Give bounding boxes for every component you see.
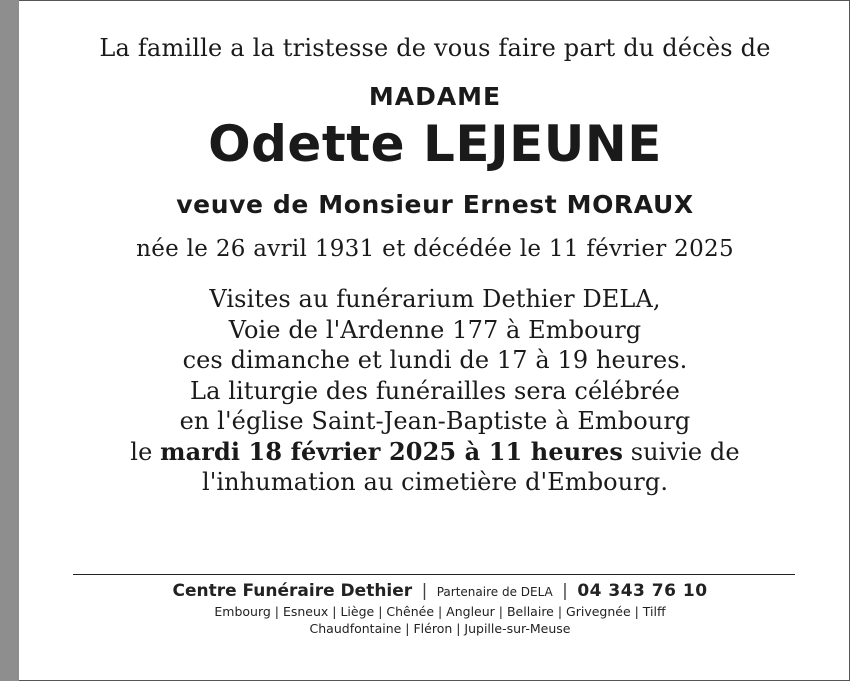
footer-separator: | <box>421 581 428 601</box>
detail-line: Visites au funérarium Dethier DELA, <box>209 285 661 313</box>
footer-contact-line <box>30 581 850 601</box>
birth-death-dates: née le 26 avril 1931 et décédée le 11 février 2025 <box>136 236 734 262</box>
footer-locations-line-2: Chaudfontaine | Fléron | Jupille-sur-Meuse <box>309 621 571 636</box>
footer-locations-line-1: Embourg | Esneux | Liège | Chênée | Angleur | Bellaire | Grivegnée | Tilff <box>214 604 666 619</box>
ceremony-date-line <box>20 437 850 468</box>
ceremony-prefix: le <box>130 437 161 466</box>
left-margin-bar <box>0 0 19 681</box>
detail-line: Voie de l'Ardenne 177 à Embourg <box>228 315 642 344</box>
partner-text: Partenaire de DELA <box>436 585 553 599</box>
detail-line: ces dimanche et lundi de 17 à 19 heures. <box>182 346 688 374</box>
widow-of-text: veuve de Monsieur Ernest MORAUX <box>176 190 694 219</box>
phone-number: 04 343 76 10 <box>577 581 708 601</box>
detail-line: l'inhumation au cimetière d'Embourg. <box>201 468 669 496</box>
footer-separator: | <box>562 581 568 601</box>
ceremony-datetime: mardi 18 février 2025 à 11 heures <box>160 436 623 466</box>
detail-line: La liturgie des funérailles sera célébrée <box>190 376 680 405</box>
ceremony-suffix: suivie de <box>622 437 740 466</box>
detail-line: en l'église Saint-Jean-Baptiste à Embourg <box>179 407 691 435</box>
funeral-home-name: Centre Funéraire Dethier <box>172 581 413 601</box>
intro-text: La famille a la tristesse de vous faire part du décès de <box>99 34 771 62</box>
ceremony-details <box>20 284 850 498</box>
deceased-name: Odette LEJEUNE <box>208 115 662 173</box>
footer-divider <box>73 574 795 575</box>
honorific-title: MADAME <box>368 82 502 111</box>
funeral-home-footer <box>0 581 850 636</box>
